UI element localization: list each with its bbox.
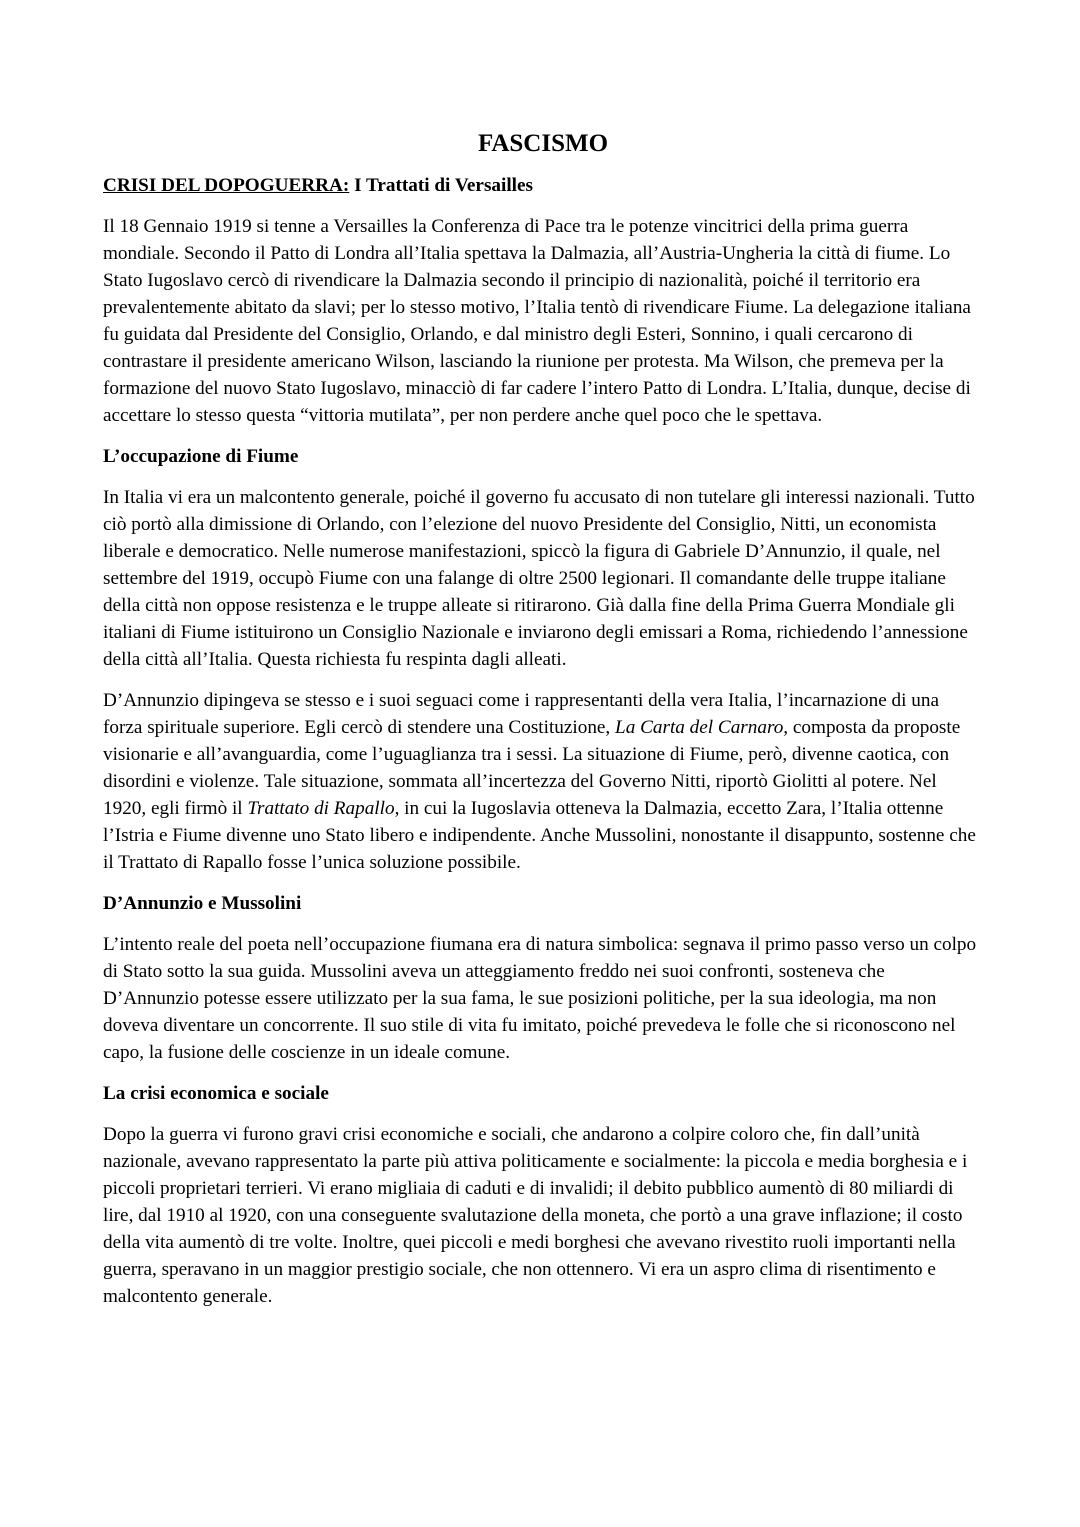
paragraph-dannunzio-part2: composta da proposte visionarie e all’avanguardia, come l’uguaglianza tra i sessi. La situazione di Fiume, però, divenne caotica, con disordini e violenze. Tale situazione, sommata all’incertezza del Governo Nitti, riportò Giolitti al potere. Nel 1920, egli firmò il bbox=[103, 717, 961, 819]
section-heading-subtitle: I Trattati di Versailles bbox=[349, 175, 533, 196]
subheading-dannunzio-mussolini: D’Annunzio e Mussolini bbox=[103, 893, 302, 914]
trattato-di-rapallo: Trattato di Rapallo bbox=[247, 798, 395, 819]
paragraph-versailles: Il 18 Gennaio 1919 si tenne a Versailles la Conferenza di Pace tra le potenze vincitrici della prima guerra mondiale. Secondo il Patto di Londra all’Italia spettava la Dalmazia, all’Austria-Ungheria la città di fiume. Lo Stato Iugoslavo cercò di rivendicare la Dalmazia secondo il principio di nazionalità, poiché il territorio era prevalentemente abitato da slavi; per lo stesso motivo, l’Italia tentò di rivendicare Fiume. La delegazione italiana fu guidata dal Presidente del Consiglio, Orlando, e dal ministro degli Esteri, Sonnino, i quali cercarono di contrastare il presidente americano Wilson, lasciando la riunione per protesta. Ma Wilson, che premeva per la formazione del nuovo Stato Iugoslavo, minacciò di far cadere l’intero Patto di Londra. L’Italia, dunque, decise di accettare lo stesso questa “vittoria mutilata”, per non perdere anche quel poco che le spettava. bbox=[103, 216, 971, 426]
paragraph-fiume: In Italia vi era un malcontento generale, poiché il governo fu accusato di non tutelare gli interessi nazionali. Tutto ciò portò alla dimissione di Orlando, con l’elezione del nuovo Presidente del Consiglio, Nitti, un economista liberale e democratico. Nelle numerose manifestazioni, spiccò la figura di Gabriele D’Annunzio, il quale, nel settembre del 1919, occupò Fiume con una falange di oltre 2500 legionari. Il comandante delle truppe italiane della città non oppose resistenza e le truppe alleate si ritirarono. Già dalla fine della Prima Guerra Mondiale gli italiani di Fiume istituirono un Consiglio Nazionale e inviarono degli emissari a Roma, richiedendo l’annessione della città all’Italia. Questa richiesta fu respinta dagli alleati. bbox=[103, 487, 975, 670]
paragraph-dannunzio-part1: D’Annunzio dipingeva se stesso e i suoi seguaci come i rappresentanti della vera Italia, l’incarnazione di una forza spirituale superiore. Egli cercò di stendere una Costituzione, bbox=[103, 690, 939, 738]
section-heading-underlined: CRISI DEL DOPOGUERRA: bbox=[103, 175, 350, 196]
subheading-fiume: L’occupazione di Fiume bbox=[103, 446, 299, 467]
section-heading bbox=[103, 172, 983, 199]
subheading-crisi-economica: La crisi economica e sociale bbox=[103, 1083, 329, 1104]
paragraph-dannunzio bbox=[103, 687, 983, 876]
carta-del-carnaro: La Carta del Carnaro, bbox=[615, 717, 789, 738]
paragraph-dannunzio-mussolini: L’intento reale del poeta nell’occupazione fiumana era di natura simbolica: segnava il primo passo verso un colpo di Stato sotto la sua guida. Mussolini aveva un atteggiamento freddo nei suoi confronti, sosteneva che D’Annunzio potesse essere utilizzato per la sua fama, le sue posizioni politiche, per la sua ideologia, ma non doveva diventare un concorrente. Il suo stile di vita fu imitato, poiché prevedeva le folle che si riconoscono nel capo, la fusione delle coscienze in un ideale comune. bbox=[103, 934, 977, 1063]
paragraph-crisi-economica: Dopo la guerra vi furono gravi crisi economiche e sociali, che andarono a colpire coloro che, fin dall’unità nazionale, avevano rappresentato la parte più attiva politicamente e socialmente: la piccola e media borghesia e i piccoli proprietari terrieri. Vi erano migliaia di caduti e di invalidi; il debito pubblico aumentò di 80 miliardi di lire, dal 1910 al 1920, con una conseguente svalutazione della moneta, che portò a una grave inflazione; il costo della vita aumentò di tre volte. Inoltre, quei piccoli e medi borghesi che avevano rivestito ruoli importanti nella guerra, speravano in un maggior prestigio sociale, che non ottennero. Vi era un aspro clima di risentimento e malcontento generale. bbox=[103, 1124, 968, 1307]
document-title: FASCISMO bbox=[477, 130, 609, 157]
document-page bbox=[103, 128, 983, 1324]
paragraph-dannunzio-part3: , in cui la Iugoslavia otteneva la Dalmazia, eccetto Zara, l’Italia ottenne l’Istria e Fiume divenne uno Stato libero e indipendente. Anche Mussolini, nonostante il disappunto, sostenne che il Trattato di Rapallo fosse l’unica soluzione possibile. bbox=[103, 798, 976, 873]
